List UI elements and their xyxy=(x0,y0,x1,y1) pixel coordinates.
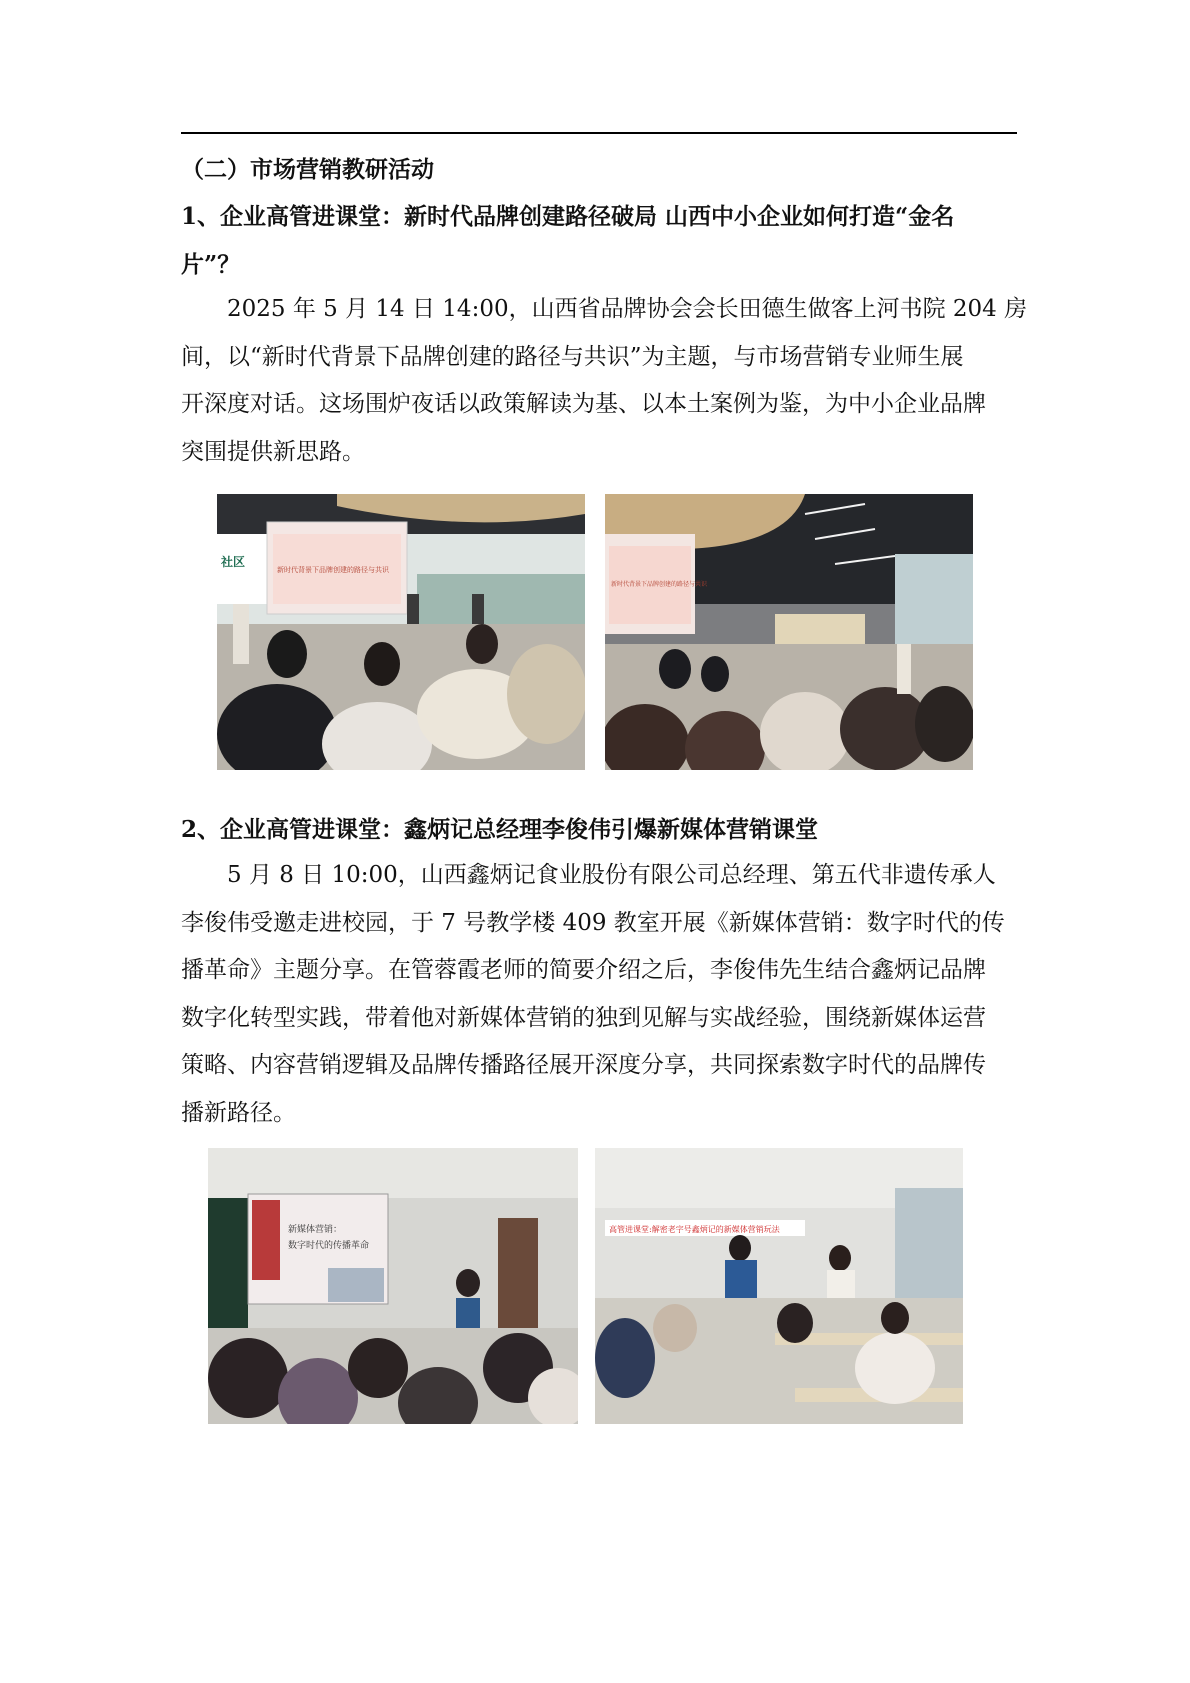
paragraph-line: 5 月 8 日 10:00，山西鑫炳记食业股份有限公司总经理、第五代非遗传承人 xyxy=(227,862,996,888)
paragraph-line: 开深度对话。这场围炉夜话以政策解读为基、以本土案例为鉴，为中小企业品牌 xyxy=(181,391,986,417)
photo-brand-talk-1 xyxy=(217,494,585,770)
photo-slide-text: 新时代背景下品牌创建的路径与共识 xyxy=(611,581,708,588)
photo-brand-talk-2-drawing xyxy=(605,494,973,770)
photo-media-class-1 xyxy=(208,1148,578,1424)
paragraph-line: 播新路径。 xyxy=(181,1099,296,1126)
item1-heading-line2: 片”？ xyxy=(181,251,241,278)
photo-media-class-2 xyxy=(595,1148,963,1424)
photo-sign-text: 社区 xyxy=(221,555,246,569)
paragraph-line: 策略、内容营销逻辑及品牌传播路径展开深度分享，共同探索数字时代的品牌传 xyxy=(181,1052,986,1078)
paragraph-line: 数字化转型实践，带着他对新媒体营销的独到见解与实战经验，围绕新媒体运营 xyxy=(181,1004,986,1031)
photo-slide-text: 新时代背景下品牌创建的路径与共识 xyxy=(277,566,389,574)
item1-heading-line1: 1、企业高管进课堂：新时代品牌创建路径破局 山西中小企业如何打造“金名 xyxy=(181,203,955,230)
photo-brand-talk-1-drawing xyxy=(217,494,585,770)
photo-banner-text: 高管进课堂:解密老字号鑫炳记的新媒体营销玩法 xyxy=(609,1225,780,1234)
item2-paragraph xyxy=(181,852,1021,1137)
photo-media-class-1-drawing xyxy=(208,1148,578,1424)
paragraph-line: 李俊伟受邀走进校园，于 7 号教学楼 409 教室开展《新媒体营销：数字时代的传 xyxy=(181,909,1005,936)
photo-slide-text-1: 新媒体营销： xyxy=(288,1225,343,1235)
photo-slide-text-2: 数字时代的传播革命 xyxy=(288,1241,370,1251)
paragraph-line: 间，以“新时代背景下品牌创建的路径与共识”为主题，与市场营销专业师生展 xyxy=(181,343,964,370)
item1-paragraph xyxy=(181,286,1028,476)
paragraph-line: 播革命》主题分享。在管蓉霞老师的简要介绍之后，李俊伟先生结合鑫炳记品牌 xyxy=(181,957,986,983)
section-title: （二）市场营销教研活动 xyxy=(181,156,434,183)
paragraph-line: 突围提供新思路。 xyxy=(181,438,365,465)
header-rule xyxy=(181,132,1017,134)
photo-media-class-2-drawing xyxy=(595,1148,963,1424)
photo-brand-talk-2 xyxy=(605,494,973,770)
item2-heading: 2、企业高管进课堂：鑫炳记总经理李俊伟引爆新媒体营销课堂 xyxy=(181,816,819,843)
paragraph-line: 2025 年 5 月 14 日 14:00，山西省品牌协会会长田德生做客上河书院 204 房 xyxy=(227,296,1028,322)
